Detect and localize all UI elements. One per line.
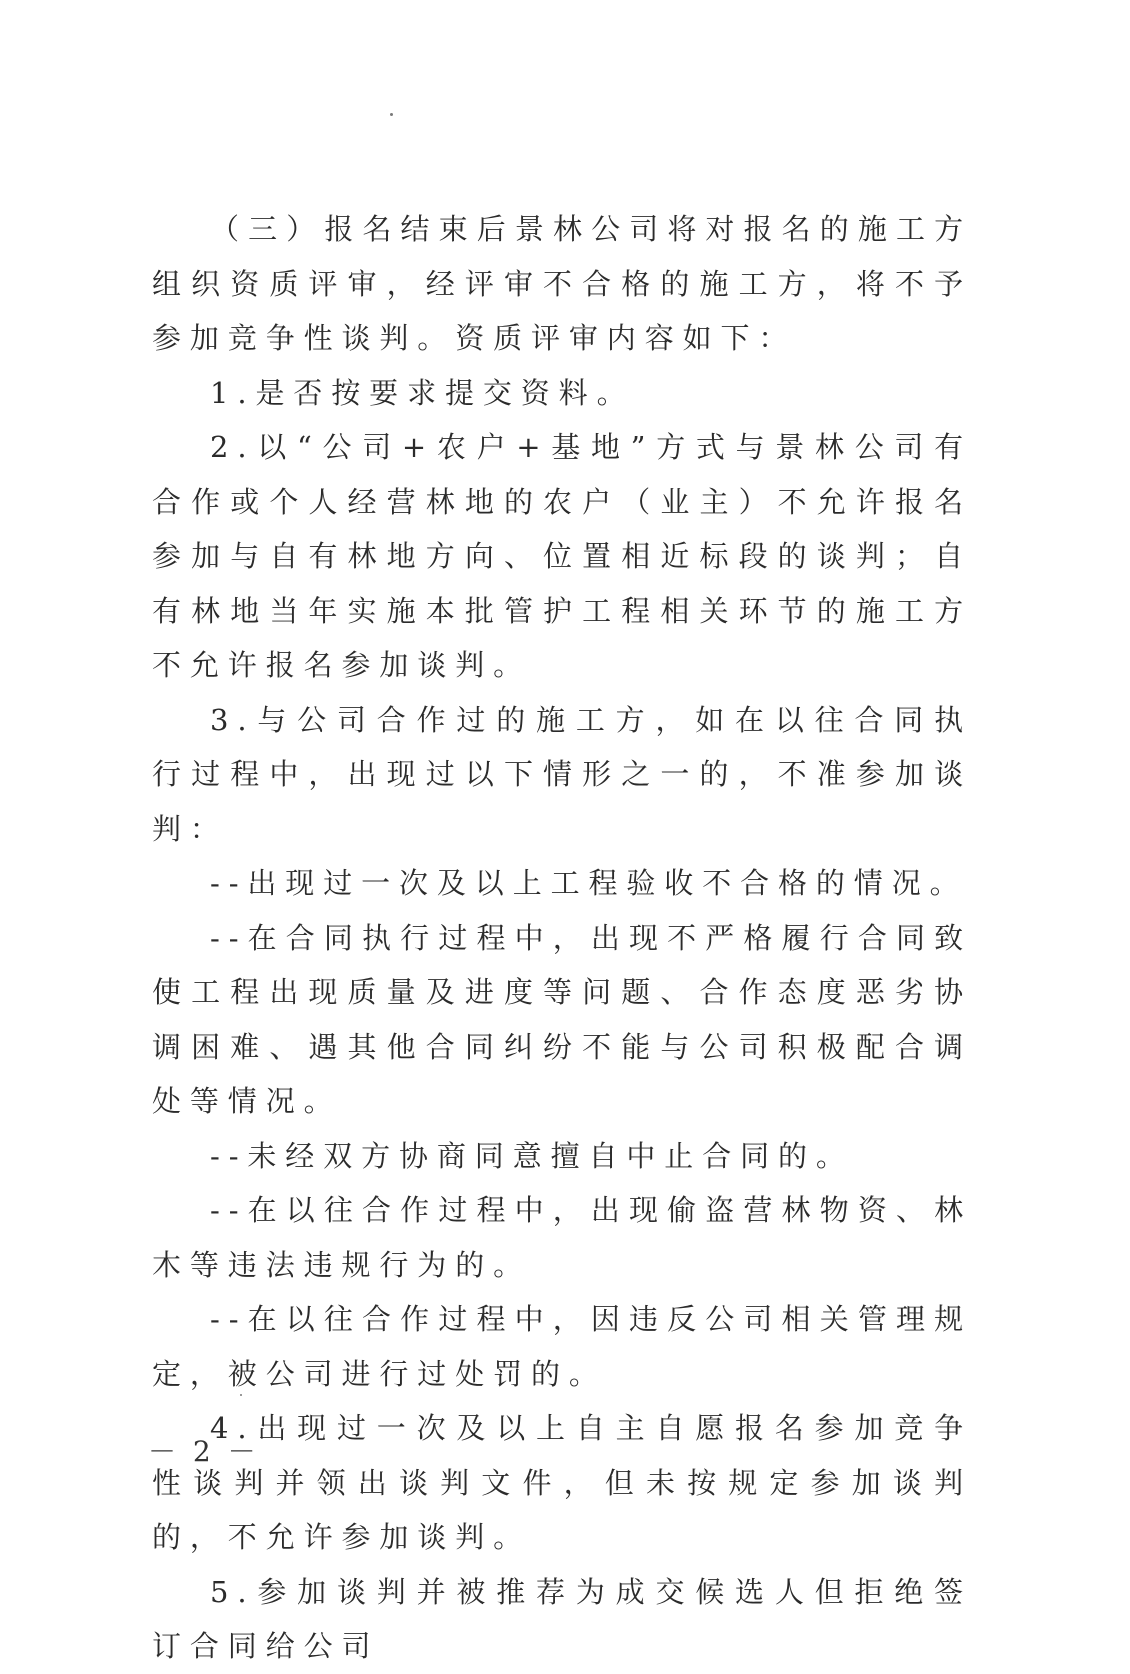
paragraph-item-5: 5.参加谈判并被推荐为成交候选人但拒绝签订合同给公司 bbox=[152, 1574, 972, 1663]
paragraph-item-3-case-1: --出现过一次及以上工程验收不合格的情况。 bbox=[210, 866, 968, 900]
paragraph-item-3-case-5: --在以往合作过程中，因违反公司相关管理规定，被公司进行过处罚的。 bbox=[152, 1302, 972, 1391]
paragraph-item-3-case-4: --在以往合作过程中，出现偷盗营林物资、林木等违法违规行为的。 bbox=[152, 1193, 972, 1282]
paragraph-item-4: 4.出现过一次及以上自主自愿报名参加竞争性谈判并领出谈判文件，但未按规定参加谈判的，不允许参加谈判。 bbox=[152, 1411, 972, 1554]
scan-speck bbox=[390, 113, 393, 116]
page-number: － 2 － bbox=[148, 1435, 260, 1468]
document-body bbox=[152, 202, 972, 1674]
paragraph-item-3: 3.与公司合作过的施工方，如在以往合同执行过程中，出现过以下情形之一的，不准参加谈判： bbox=[152, 702, 972, 846]
paragraph-item-2: 2.以“公司+农户+基地”方式与景林公司有合作或个人经营林地的农户（业主）不允许报名参加与自有林地方向、位置相近标段的谈判；自有林地当年实施本批管护工程相关环节的施工方不允许报名参加谈判。 bbox=[152, 430, 972, 682]
paragraph-section-3: （三）报名结束后景林公司将对报名的施工方组织资质评审，经评审不合格的施工方，将不予参加竞争性谈判。资质评审内容如下： bbox=[152, 212, 972, 355]
paragraph-item-3-case-3: --未经双方协商同意擅自中止合同的。 bbox=[210, 1138, 854, 1173]
paragraph-item-3-case-2: --在合同执行过程中，出现不严格履行合同致使工程出现质量及进度等问题、合作态度恶劣协调困难、遇其他合同纠纷不能与公司积极配合调处等情况。 bbox=[152, 920, 972, 1118]
paragraph-item-1: 1.是否按要求提交资料。 bbox=[210, 375, 635, 410]
